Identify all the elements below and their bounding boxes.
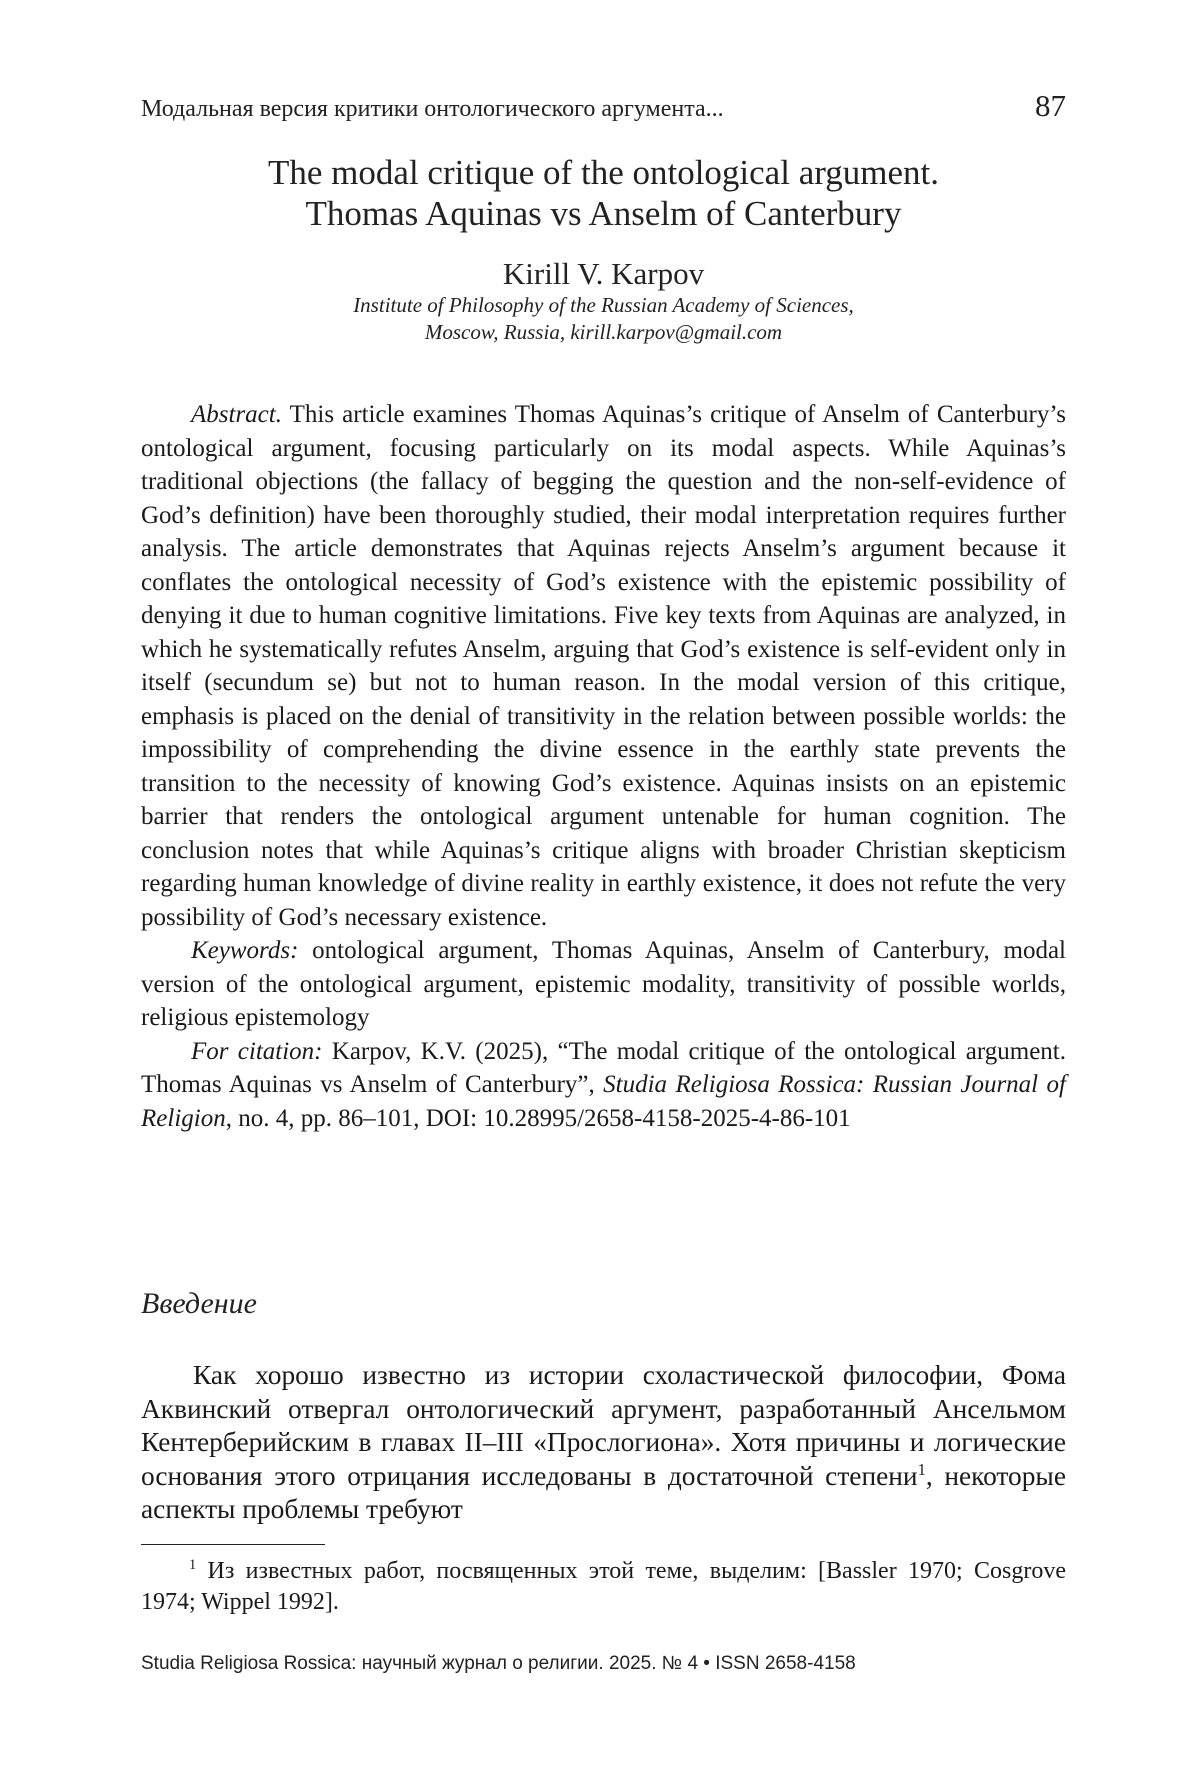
footnote	[141, 1556, 1066, 1618]
article-title-line-2: Thomas Aquinas vs Anselm of Canterbury	[305, 194, 902, 233]
keywords	[141, 934, 1066, 1035]
abstract	[141, 398, 1066, 934]
running-title: Модальная версия критики онтологического аргумента...	[141, 96, 724, 122]
journal-footer: Studia Religiosa Rossica: научный журнал о религии. 2025. № 4 • ISSN 2658-4158	[141, 1653, 856, 1674]
footnote-number: 1	[189, 1557, 197, 1573]
article-header	[141, 152, 1066, 346]
footnote-reference[interactable]: 1	[917, 1459, 926, 1479]
affiliation-line-1: Institute of Philosophy of the Russian Academy of Sciences,	[353, 293, 854, 317]
page-number: 87	[1035, 88, 1066, 123]
affiliation-line-2: Moscow, Russia, kirill.karpov@gmail.com	[424, 320, 783, 344]
body-text-before: Как хорошо известно из истории схоластической философии, Фома Аквинский отвергал онтологический аргумент, разработанный Ансельмом Кентерберийским в главах II–III «Прослогиона». Хотя причины и логические основания этого отрицания исследованы в достаточной степени	[141, 1360, 1066, 1491]
keywords-label: Keywords:	[191, 937, 299, 964]
article-title-line-1: The modal critique of the ontological argument.	[268, 153, 939, 192]
citation	[141, 1035, 1066, 1136]
citation-text-after: , no. 4, pp. 86–101, DOI: 10.28995/2658-4158-2025-4-86-101	[225, 1104, 851, 1132]
section-heading: Введение	[141, 1287, 257, 1320]
footnote-divider	[141, 1544, 325, 1545]
citation-label: For citation:	[191, 1037, 323, 1065]
abstract-label: Abstract.	[191, 401, 282, 428]
abstract-text: This article examines Thomas Aquinas’s critique of Anselm of Canterbury’s ontological argument, focusing particularly on its modal aspects. While Aquinas’s traditional objections (the fallacy of begging the question and the non-self-evidence of God’s definition) have been thoroughly studied, their modal interpretation requires further analysis. The article demonstrates that Aquinas rejects Anselm’s argument because it conflates the ontological necessity of God’s existence with the epistemic possibility of denying it due to human cognitive limitations. Five key texts from Aquinas are analyzed, in which he systematically refutes Anselm, arguing that God’s existence is self-evident only in itself (secundum se) but not to human reason. In the modal version of this critique, emphasis is placed on the denial of transitivity in the relation between possible worlds: the impossibility of comprehending the divine essence in the earthly state prevents the transition to the necessity of knowing God’s existence. Aquinas insists on an epistemic barrier that renders the ontological argument untenable for human cognition. The conclusion notes that while Aquinas’s critique aligns with broader Christian skepticism regarding human knowledge of divine reality in earthly existence, it does not refute the very possibility of God’s necessary existence.	[141, 401, 1066, 931]
footnote-text: Из известных работ, посвященных этой теме, выделим: [Bassler 1970; Cosgrove 1974; Wippel 1992].	[141, 1558, 1066, 1615]
footnote-paragraph	[141, 1556, 1066, 1618]
citation-journal: Studia Religiosa Rossica: Russian Journal of Religion	[141, 1071, 1066, 1132]
citation-text-before: Karpov, K.V. (2025), “The modal critique of the ontological argument. Thomas Aquinas vs Anselm of Canterbury”,	[141, 1037, 1066, 1098]
running-head	[141, 88, 1066, 124]
keywords-text: ontological argument, Thomas Aquinas, Anselm of Canterbury, modal version of the ontological argument, epistemic modality, transitivity of possible worlds, religious epistemology	[141, 937, 1066, 1031]
body-paragraph	[141, 1359, 1066, 1527]
abstract-block	[141, 398, 1066, 1135]
body-text-after: , некоторые аспекты проблемы требуют	[141, 1460, 1066, 1524]
author-name: Kirill V. Karpov	[502, 256, 705, 291]
body-text	[141, 1359, 1066, 1527]
